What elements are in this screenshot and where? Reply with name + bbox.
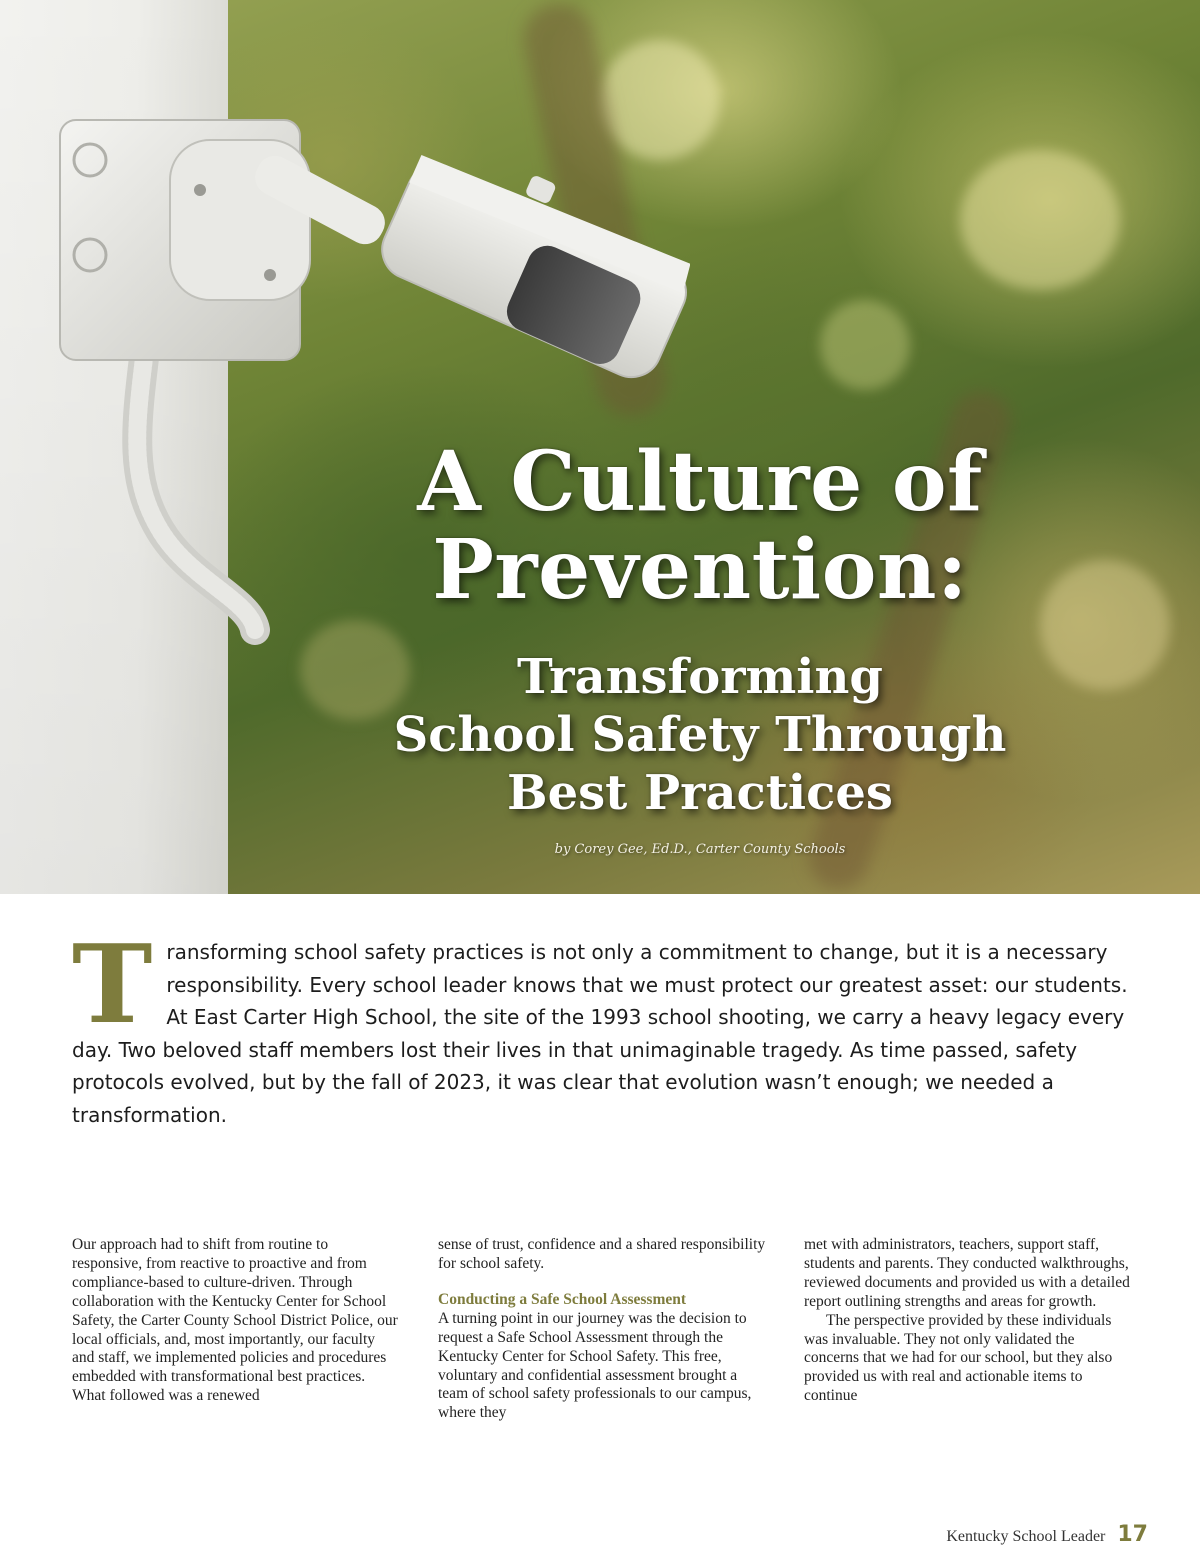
column-1 (72, 1236, 400, 1423)
body-paragraph: The perspective provided by these individuals was invaluable. They not only validated the concerns that we had for our school, but they also provided us with real and actionable items to continue (804, 1311, 1113, 1405)
page-subtitle (300, 648, 1100, 822)
bokeh-light (820, 300, 910, 390)
column-2 (438, 1236, 766, 1423)
section-heading: Conducting a Safe School Assessment (438, 1290, 687, 1308)
lead-text: ransforming school safety practices is not only a commitment to change, but it is a necessary responsibility. Every school leader knows that we must protect our greatest asset: our students. At East Carter High School, the site of the 1993 school shooting, we carry a heavy legacy every day. Two beloved staff members lost their lives in that unimaginable tragedy. As time passed, safety protocols evolved, but by the fall of 2023, it was clear that evolution wasn’t enough; we needed a transformation. (72, 940, 1128, 1127)
bokeh-light (960, 150, 1120, 290)
column-3 (804, 1236, 1132, 1423)
title-line-2: Prevention: (432, 522, 968, 618)
body-paragraph: met with administrators, teachers, support staff, students and parents. They conducted walkthroughs, reviewed documents and provided us with a detailed report outlining strengths and areas for growth. (804, 1236, 1130, 1310)
page-number: 17 (1117, 1522, 1148, 1547)
body-paragraph: sense of trust, confidence and a shared responsibility for school safety. (438, 1236, 766, 1272)
subtitle-line-1: Transforming (517, 649, 883, 705)
body-paragraph: A turning point in our journey was the decision to request a Safe School Assessment through the Kentucky Center for School Safety. This free, voluntary and confidential assessment brought a team of school safety professionals to our campus, where they (438, 1309, 752, 1422)
page-footer (946, 1522, 1148, 1547)
body-columns (72, 1236, 1132, 1423)
lead-paragraph (72, 922, 1132, 1131)
publication-name: Kentucky School Leader (946, 1528, 1106, 1545)
subtitle-line-2: School Safety Through (393, 707, 1007, 763)
subtitle-line-3: Best Practices (507, 765, 893, 821)
title-line-1: A Culture of (417, 434, 983, 530)
byline: by Corey Gee, Ed.D., Carter County Schools (554, 842, 846, 857)
page-title (300, 434, 1100, 618)
body-paragraph: Our approach had to shift from routine to responsive, from reactive to proactive and from compliance-based to culture-driven. Through collaboration with the Kentucky Center for School Safety, the Carter County School District Police, our local officials, and, most importantly, our faculty and staff, we implemented policies and procedures embedded with transformational best practices. What followed was a renewed (72, 1236, 398, 1405)
drop-cap: T (72, 922, 153, 1048)
